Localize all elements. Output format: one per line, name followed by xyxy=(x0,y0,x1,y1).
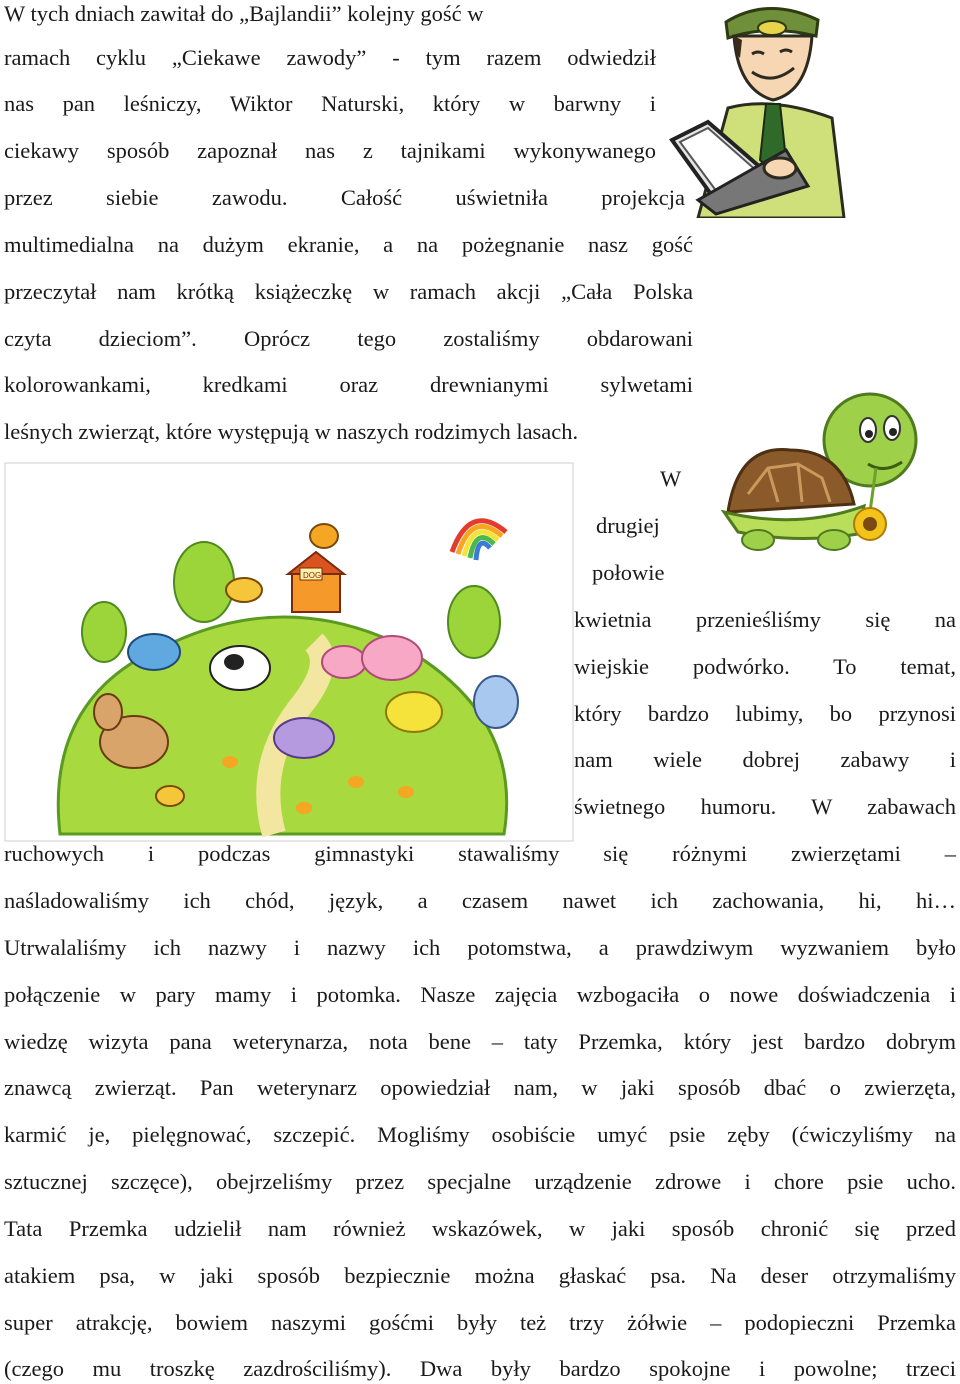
text-line: Tata Przemka udzielił nam również wskazówek, w jaki sposób chronić się przed xyxy=(4,1216,956,1241)
text-line: W tych dniach zawitał do „Bajlandii” kolejny gość w xyxy=(4,1,484,26)
text-line: przez siebie zawodu. Całość uświetniła projekcja xyxy=(4,185,685,210)
text-line: super atrakcję, bowiem naszymi gośćmi były też trzy żółwie – podopieczni Przemka xyxy=(4,1310,956,1335)
forester-illustration xyxy=(668,0,848,218)
text-line: ramach cyklu „Ciekawe zawody” - tym razem odwiedził xyxy=(4,45,656,70)
text-line: multimedialna na dużym ekranie, a na pożegnanie nasz gość xyxy=(4,232,693,257)
text-line: karmić je, pielęgnować, szczepić. Mogliśmy osobiście umyć psie zęby (ćwiczyliśmy na xyxy=(4,1122,956,1147)
text-line: kolorowankami, kredkami oraz drewnianymi sylwetami xyxy=(4,372,693,397)
turtle-illustration xyxy=(718,384,920,560)
text-line: leśnych zwierząt, które występują w naszych rodzimych lasach. xyxy=(4,419,579,444)
text-line: nas pan leśniczy, Wiktor Naturski, który w barwny i xyxy=(4,91,656,116)
text-line: Utrwalaliśmy ich nazwy i nazwy ich potomstwa, a prawdziwym wyzwaniem było xyxy=(4,935,956,960)
text-line: naśladowaliśmy ich chód, język, a czasem nawet ich zachowania, hi, hi… xyxy=(4,888,956,913)
text-line: sztucznej szczęce), obejrzeliśmy przez specjalne urządzenie zdrowe i chore psie ucho. xyxy=(4,1169,956,1194)
text-line: połączenie w pary mamy i potomka. Nasze zajęcia wzbogaciła o nowe doświadczenia i xyxy=(4,982,956,1007)
farm-illustration xyxy=(4,462,574,842)
text-line: czyta dzieciom”. Oprócz tego zostaliśmy obdarowani xyxy=(4,326,693,351)
text-line: wiejskie podwórko. To temat, xyxy=(574,654,956,679)
text-line: świetnego humoru. W zabawach xyxy=(574,794,956,819)
text-line: (czego mu troszkę zazdrościliśmy). Dwa były bardzo spokojne i powolne; trzeci xyxy=(4,1356,956,1381)
text-line: ruchowych i podczas gimnastyki stawaliśmy się różnymi zwierzętami – xyxy=(4,841,956,866)
text-line: wiedzę wizyta pana weterynarza, nota bene – taty Przemka, który jest bardzo dobrym xyxy=(4,1029,956,1054)
text-line: połowie xyxy=(592,560,665,585)
dog-sign: DOG xyxy=(303,571,322,580)
text-line: ciekawy sposób zapoznał nas z tajnikami wykonywanego xyxy=(4,138,656,163)
text-line: nam wiele dobrej zabawy i xyxy=(574,747,956,772)
text-line: przeczytał nam krótką książeczkę w ramach akcji „Cała Polska xyxy=(4,279,693,304)
text-line: znawcą zwierząt. Pan weterynarz opowiedział nam, w jaki sposób dbać o zwierzęta, xyxy=(4,1075,956,1100)
text-line: W xyxy=(660,466,682,491)
text-line: który bardzo lubimy, bo przynosi xyxy=(574,701,956,726)
text-line: kwietnia przenieśliśmy się na xyxy=(574,607,956,632)
text-line: atakiem psa, w jaki sposób bezpiecznie można głaskać psa. Na deser otrzymaliśmy xyxy=(4,1263,956,1288)
text-line: drugiej xyxy=(596,513,660,538)
